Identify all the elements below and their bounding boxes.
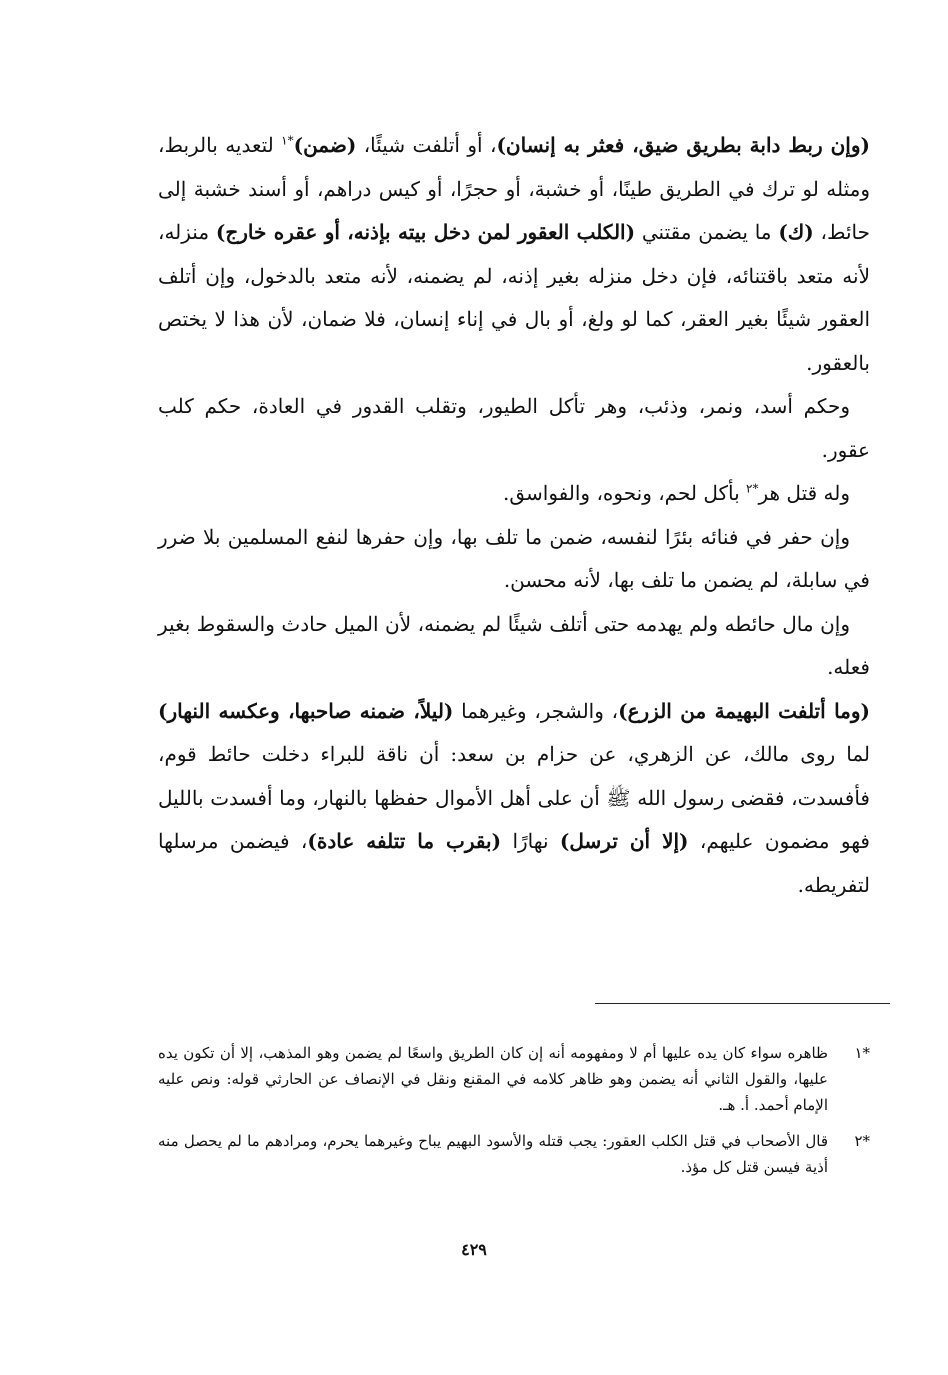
paragraph-1 [158, 124, 870, 385]
paragraph-4 [158, 516, 870, 603]
sharh-text: وله قتل هر [758, 481, 850, 505]
paragraph-5 [158, 603, 870, 690]
matn-text: (ضمن) [293, 133, 357, 157]
footnote-1 [158, 1040, 870, 1118]
sharh-text: نهارًا [501, 829, 560, 853]
footnote-ref-2: *٢ [746, 481, 759, 496]
sharh-text: وإن مال حائطه ولم يهدمه حتى أتلف شيئًا لم يضمنه، لأن الميل حادث والسقوط بغير فعله. [158, 611, 870, 679]
sharh-text: ، والشجر، وغيرهما [453, 698, 619, 723]
sharh-text: ، أو أتلفت شيئًا، [356, 133, 497, 157]
sharh-text: منزله، لأنه متعد باقتنائه، فإن دخل منزله بغير إذنه، لم يضمنه، لأنه متعد بالدخول، وإن أتلف العقور شيئًا بغير العقر، كما لو ولغ، أو بال في إناء إنسان، فلا ضمان، لأن هذا لا يختص بالعقور. [158, 220, 870, 375]
matn-text: (الكلب العقور لمن دخل بيته بإذنه، أو عقره خارج) [215, 220, 636, 244]
sharh-text: ما يضمن مقتني [635, 220, 779, 244]
matn-text: (ليلاً، ضمنه صاحبها، وعكسه النهار) [158, 698, 454, 723]
sharh-text: ، فيضمن مرسلها لتفريطه. [158, 829, 870, 897]
page-number: ٤٢٩ [461, 1240, 487, 1259]
matn-text: (ك) [778, 220, 814, 244]
paragraph-6 [158, 690, 870, 908]
matn-text: (بقرب ما تتلفه عادة) [307, 829, 502, 853]
sharh-text: بأكل لحم، ونحوه، والفواسق. [502, 481, 747, 505]
footnotes [158, 1040, 870, 1190]
matn-text: (إلا أن ترسل) [559, 829, 689, 853]
sharh-text: لما روى مالك، عن الزهري، عن حزام بن سعد: أن ناقة للبراء دخلت حائط قوم، فأفسدت، فقضى رسول الله ﷺ أن على أهل الأموال حفظها بالنهار، وما أفسدت بالليل فهو مضمون عليهم، [158, 742, 870, 853]
footnote-marker: *١ [854, 1044, 870, 1062]
footnote-separator [595, 1003, 890, 1004]
matn-text: (وإن ربط دابة بطريق ضيق، فعثر به إنسان) [496, 133, 870, 157]
sharh-text: وإن حفر في فنائه بئرًا لنفسه، ضمن ما تلف بها، وإن حفرها لنفع المسلمين بلا ضرر في سابلة، لم يضمن ما تلف بها، لأنه محسن. [158, 524, 870, 592]
footnote-ref-1: *١ [281, 133, 294, 148]
sharh-text: لتعديه بالربط، ومثله لو ترك في الطريق طينًا، أو خشبة، أو حجرًا، أو كيس دراهم، أو أسند خشبة إلى حائط، [158, 133, 870, 244]
paragraph-2 [158, 385, 870, 472]
sharh-text: وحكم أسد، ونمر، وذئب، وهر تأكل الطيور، وتقلب القدور في العادة، حكم كلب عقور. [158, 394, 870, 462]
matn-text: (وما أتلفت البهيمة من الزرع) [618, 698, 870, 723]
footnote-2 [158, 1128, 870, 1180]
footnote-marker: *٢ [854, 1132, 870, 1150]
main-text [158, 124, 870, 907]
footnote-text: ظاهره سواء كان يده عليها أم لا ومفهومه أنه إن كان الطريق واسعًا لم يضمن وهو المذهب، إلا أن تكون يده عليها، والقول الثاني أنه يضمن وهو ظاهر كلامه في المقنع ونقل في الإنصاف عن الحارثي قوله: ونص عليه الإمام أحمد. أ. هـ. [158, 1044, 828, 1114]
footnote-text: قال الأصحاب في قتل الكلب العقور: يجب قتله والأسود البهيم يباح وغيرهما يحرم، ومرادهم ما لم يحصل منه أذية فيسن قتل كل مؤذ. [158, 1132, 828, 1176]
paragraph-3 [158, 472, 870, 516]
